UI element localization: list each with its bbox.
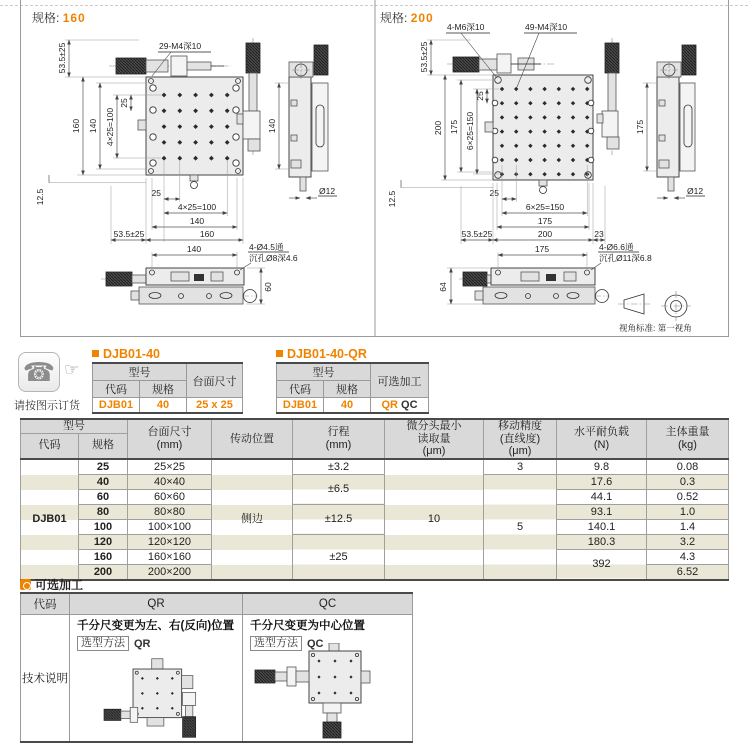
table-row: 40 40×40 ±6.5 5 17.6 0.3 bbox=[21, 474, 729, 489]
optional-badge-icon bbox=[20, 579, 31, 590]
svg-text:Ø12: Ø12 bbox=[319, 186, 336, 196]
optional-machining-title: 可选加工 bbox=[20, 576, 83, 593]
drive-cell: 侧边 bbox=[212, 459, 293, 580]
part-number-table-2: 型号 可选加工 代码 规格 DJB01 40 QR QC bbox=[276, 362, 429, 414]
svg-text:29-M4深10: 29-M4深10 bbox=[159, 41, 202, 51]
svg-text:175: 175 bbox=[449, 119, 459, 135]
opt-col-qc: QC bbox=[243, 593, 413, 614]
svg-text:200: 200 bbox=[433, 120, 443, 136]
order-phone-button bbox=[18, 352, 60, 392]
technical-drawing-panel bbox=[20, 0, 729, 337]
table-row: 80 80×80 ±12.5 93.1 1.0 bbox=[21, 504, 729, 519]
col-header-stroke: 行程 (mm) bbox=[293, 419, 385, 459]
svg-text:6×25=150: 6×25=150 bbox=[525, 202, 565, 212]
view-standard-note: 视角标准: 第一视角 bbox=[619, 323, 692, 333]
part-number-block-1 bbox=[92, 347, 243, 414]
svg-text:Ø12: Ø12 bbox=[687, 186, 704, 196]
code-cell: DJB01 bbox=[21, 459, 79, 580]
svg-text:6×25=150: 6×25=150 bbox=[465, 111, 475, 151]
qr-stage-drawing bbox=[98, 655, 226, 741]
svg-text:175: 175 bbox=[537, 216, 553, 226]
table-row: 160 160×160 392 4.3 bbox=[21, 549, 729, 564]
spec-label-160: 规格: 160 bbox=[32, 11, 86, 25]
svg-text:60: 60 bbox=[263, 282, 273, 292]
part-options: QR QC bbox=[371, 398, 429, 413]
svg-text:沉孔Ø11深6.8: 沉孔Ø11深6.8 bbox=[599, 253, 652, 263]
micro-reading-cell: 10 bbox=[385, 459, 484, 580]
svg-text:53.5±25: 53.5±25 bbox=[461, 229, 493, 239]
col-header-code: 代码 bbox=[21, 433, 79, 459]
svg-text:160: 160 bbox=[199, 229, 215, 239]
svg-text:140: 140 bbox=[186, 244, 202, 254]
col-header-load: 水平耐负载 (N) bbox=[557, 419, 647, 459]
pointing-hand-icon: ☞ bbox=[64, 360, 80, 379]
col-header-micrometer: 微分头最小 读取量 (μm) bbox=[385, 419, 484, 459]
part-number-block-2 bbox=[276, 347, 429, 414]
opt-col-qr: QR bbox=[70, 593, 243, 614]
part-code: DJB01 bbox=[277, 398, 324, 413]
col-header-accuracy: 移动精度 (直线度) (μm) bbox=[484, 419, 557, 459]
col-header-spec: 规格 bbox=[79, 433, 128, 459]
spec-table bbox=[20, 418, 729, 581]
svg-text:12.5: 12.5 bbox=[35, 188, 45, 206]
table-row: DJB01 25 25×25 侧边 ±3.2 10 3 9.8 0.08 bbox=[21, 459, 729, 475]
part-size: 25 x 25 bbox=[187, 398, 243, 413]
col-header-weight: 主体重量 (kg) bbox=[647, 419, 729, 459]
svg-text:25: 25 bbox=[119, 98, 129, 108]
table-row: 200 200×200 6.52 bbox=[21, 564, 729, 580]
method-box: 选型方法 bbox=[77, 636, 129, 651]
bullet-square-icon bbox=[92, 350, 99, 357]
opt-row-label: 技术说明 bbox=[21, 614, 70, 742]
svg-text:140: 140 bbox=[88, 118, 98, 134]
opt-qr-cell: 千分尺变更为左、右(反向)位置 选型方法 QR bbox=[70, 614, 243, 742]
svg-text:沉孔Ø8深4.6: 沉孔Ø8深4.6 bbox=[249, 253, 298, 263]
opt-qc-cell: 千分尺变更为中心位置 选型方法 QC bbox=[243, 614, 413, 742]
part-number-table-1: 型号 台面尺寸 代码 规格 DJB01 40 25 x 25 bbox=[92, 362, 243, 414]
part-number-title-1: DJB01-40 bbox=[92, 347, 243, 360]
svg-text:53.5±25: 53.5±25 bbox=[113, 229, 145, 239]
order-note: 请按图示订货 bbox=[14, 400, 80, 412]
svg-text:49-M4深10: 49-M4深10 bbox=[525, 22, 568, 32]
svg-text:25: 25 bbox=[489, 188, 499, 198]
part-spec: 40 bbox=[324, 398, 371, 413]
first-angle-symbol bbox=[618, 291, 691, 321]
svg-text:12.5: 12.5 bbox=[387, 190, 397, 208]
svg-text:4×25=100: 4×25=100 bbox=[105, 107, 115, 147]
svg-text:4-M6深10: 4-M6深10 bbox=[447, 22, 485, 32]
phone-icon: ☎ bbox=[22, 357, 56, 387]
svg-text:23: 23 bbox=[594, 229, 604, 239]
svg-text:160: 160 bbox=[71, 118, 81, 134]
svg-text:4-Ø4.5通: 4-Ø4.5通 bbox=[249, 242, 284, 252]
svg-text:175: 175 bbox=[635, 119, 645, 135]
part-spec: 40 bbox=[140, 398, 187, 413]
svg-text:53.5±25: 53.5±25 bbox=[57, 42, 67, 74]
drawing-200 bbox=[387, 22, 705, 333]
part-number-title-2: DJB01-40-QR bbox=[276, 347, 429, 360]
technical-drawing bbox=[21, 0, 730, 336]
table-row: 120 120×120 ±25 180.3 3.2 bbox=[21, 534, 729, 549]
svg-text:140: 140 bbox=[189, 216, 205, 226]
table-row: 60 60×60 44.1 0.52 bbox=[21, 489, 729, 504]
qc-stage-drawing bbox=[251, 643, 401, 741]
col-header-size: 台面尺寸 (mm) bbox=[128, 419, 212, 459]
svg-text:200: 200 bbox=[537, 229, 553, 239]
col-header-model: 型号 bbox=[21, 419, 128, 433]
svg-text:4-Ø6.6通: 4-Ø6.6通 bbox=[599, 242, 634, 252]
svg-text:4×25=100: 4×25=100 bbox=[177, 202, 217, 212]
col-header-drive: 传动位置 bbox=[212, 419, 293, 459]
table-row: 100 100×100 140.1 1.4 bbox=[21, 519, 729, 534]
svg-text:53.5±25: 53.5±25 bbox=[419, 41, 429, 73]
drawing-160 bbox=[35, 38, 337, 304]
svg-text:64: 64 bbox=[438, 282, 448, 292]
svg-text:25: 25 bbox=[151, 188, 161, 198]
method-box: 选型方法 bbox=[250, 636, 302, 651]
bullet-square-icon bbox=[276, 350, 283, 357]
spec-label-200: 规格: 200 bbox=[380, 11, 434, 25]
opt-col-code: 代码 bbox=[21, 593, 70, 614]
svg-text:175: 175 bbox=[534, 244, 550, 254]
svg-text:140: 140 bbox=[267, 118, 277, 134]
svg-text:25: 25 bbox=[475, 91, 485, 101]
part-code: DJB01 bbox=[93, 398, 140, 413]
optional-machining-table bbox=[20, 592, 413, 743]
